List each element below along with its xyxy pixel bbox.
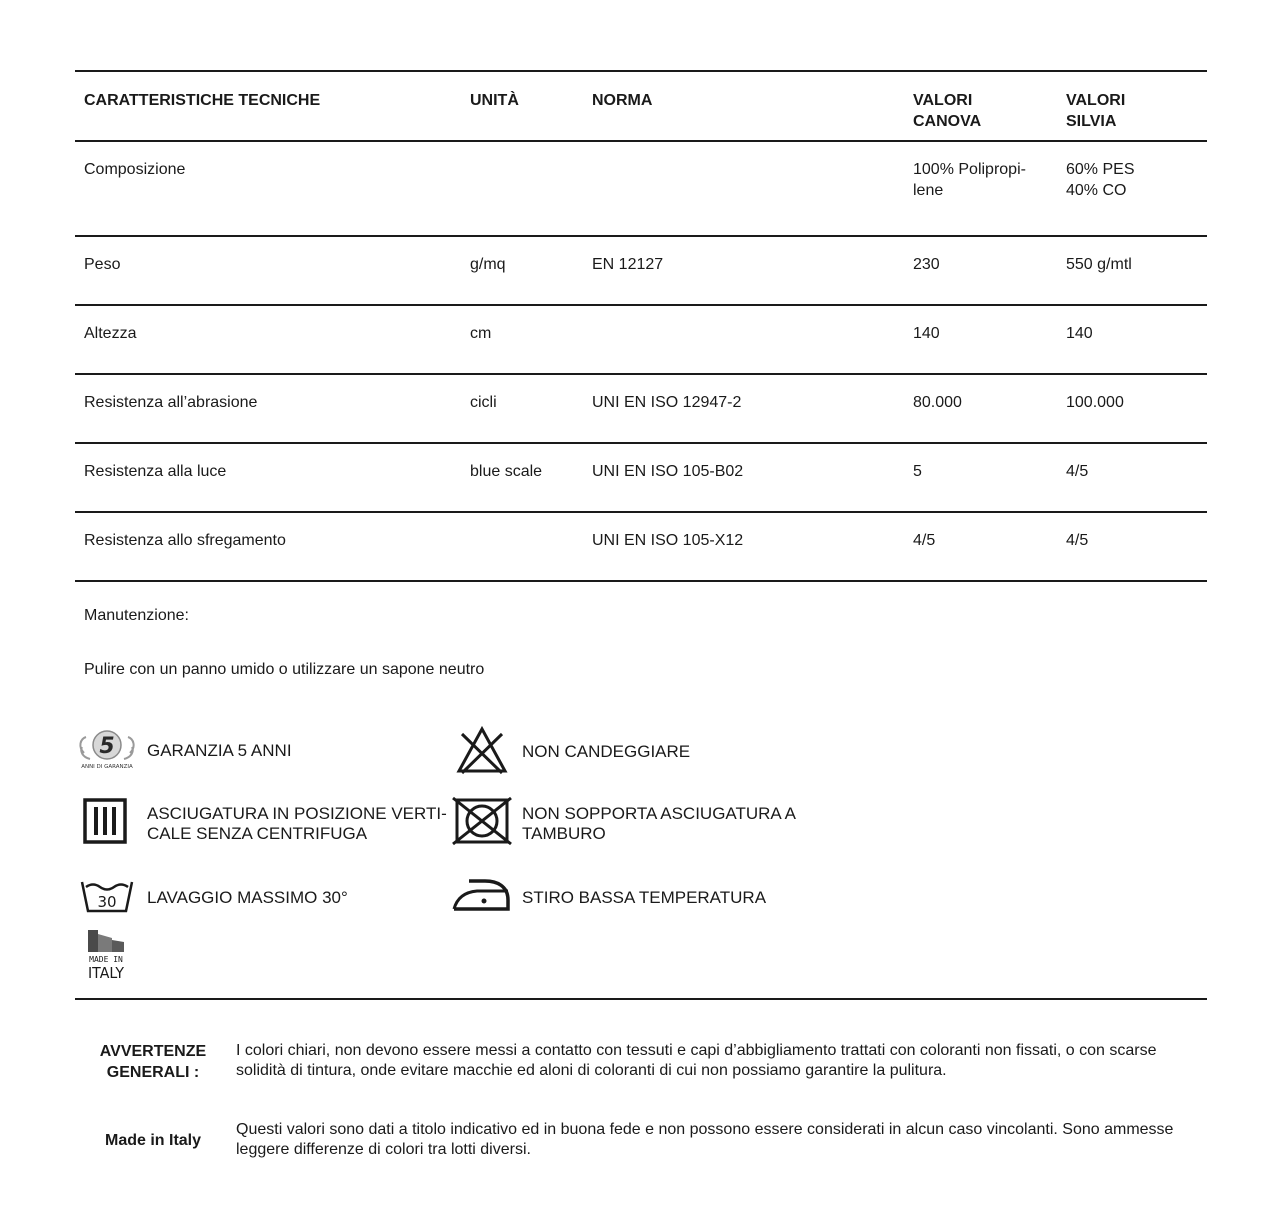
warranty-label: GARANZIA 5 ANNI [147, 741, 292, 760]
header-valori-canova: VALORI CANOVA [913, 92, 982, 130]
cell-norm: EN 12127 [592, 256, 664, 273]
header-valori-silvia: VALORI SILVIA [1066, 92, 1126, 130]
cell-silvia: 60% PES 40% CO [1066, 161, 1135, 199]
drip-dry-label: ASCIUGATURA IN POSIZIONE VERTI- CALE SENZA CENTRIFUGA [147, 804, 447, 843]
cell-silvia: 140 [1066, 325, 1093, 342]
cell-property: Altezza [84, 325, 137, 342]
notice-heading-made-in-italy: Made in Italy [104, 1132, 202, 1149]
cell-property: Resistenza allo sfregamento [84, 532, 286, 549]
warranty-badge-number: 5 [99, 734, 115, 759]
header-norma: NORMA [592, 92, 653, 109]
iron-low-temp-icon [451, 876, 511, 912]
cell-canova: 80.000 [913, 394, 962, 411]
warranty-badge-text: ANNI DI GARANZIA [81, 764, 133, 770]
made-in-italy-logo [84, 928, 128, 982]
wash-30-temp: 30 [97, 893, 117, 911]
no-tumble-dry-label: NON SOPPORTA ASCIUGATURA A TAMBURO [522, 804, 796, 843]
section-divider [75, 998, 1207, 1000]
cell-unit: blue scale [470, 463, 543, 480]
cell-silvia: 4/5 [1066, 532, 1089, 549]
cell-canova: 100% Polipropi- lene [913, 161, 1026, 199]
warranty-5-years-icon [76, 727, 138, 771]
iron-low-temp-label: STIRO BASSA TEMPERATURA [522, 888, 767, 907]
cell-unit: g/mq [470, 256, 506, 273]
no-tumble-dry-icon [451, 796, 513, 846]
header-unita: UNITÀ [470, 92, 519, 109]
cell-unit: cm [470, 325, 492, 342]
notice-text-avvertenze: I colori chiari, non devono essere messi a contatto con tessuti e capi d’abbigliamento trattati con coloranti non fissati, o con scarse solidità di tintura, onde evitare macchie ed aloni di coloranti di cui non possiamo garantire la pulitura. [236, 1042, 1157, 1079]
cell-canova: 140 [913, 325, 940, 342]
header-caratteristiche: CARATTERISTICHE TECNICHE [84, 92, 321, 109]
cell-property: Resistenza all’abrasione [84, 394, 258, 411]
cell-property: Composizione [84, 161, 186, 178]
cell-canova: 230 [913, 256, 940, 273]
cell-norm: UNI EN ISO 105-B02 [592, 463, 744, 480]
cell-silvia: 4/5 [1066, 463, 1089, 480]
maintenance-label: Manutenzione: [84, 607, 189, 624]
cell-property: Peso [84, 256, 121, 273]
wash-30-label: LAVAGGIO MASSIMO 30° [147, 888, 348, 907]
drip-dry-icon [83, 798, 127, 844]
made-in-italy-line1: MADE IN [89, 955, 123, 964]
cell-property: Resistenza alla luce [84, 463, 227, 480]
cell-silvia: 550 g/mtl [1066, 256, 1132, 273]
cell-silvia: 100.000 [1066, 394, 1124, 411]
cell-unit: cicli [470, 394, 497, 411]
cell-canova: 4/5 [913, 532, 936, 549]
made-in-italy-line2: ITALY [88, 964, 125, 982]
cell-norm: UNI EN ISO 105-X12 [592, 532, 744, 549]
no-bleach-icon [456, 726, 508, 776]
notice-text-made-in-italy: Questi valori sono dati a titolo indicativo ed in buona fede e non possono essere considerati in alcun caso vincolanti. Sono ammesse leggere differenze di colori tra lotti diversi. [236, 1121, 1174, 1158]
cell-norm: UNI EN ISO 12947-2 [592, 394, 742, 411]
maintenance-text: Pulire con un panno umido o utilizzare un sapone neutro [84, 661, 485, 678]
wash-30-icon [80, 878, 134, 914]
no-bleach-label: NON CANDEGGIARE [522, 742, 691, 761]
cell-canova: 5 [913, 463, 922, 480]
notice-heading-avvertenze: AVVERTENZE GENERALI : [99, 1043, 207, 1081]
